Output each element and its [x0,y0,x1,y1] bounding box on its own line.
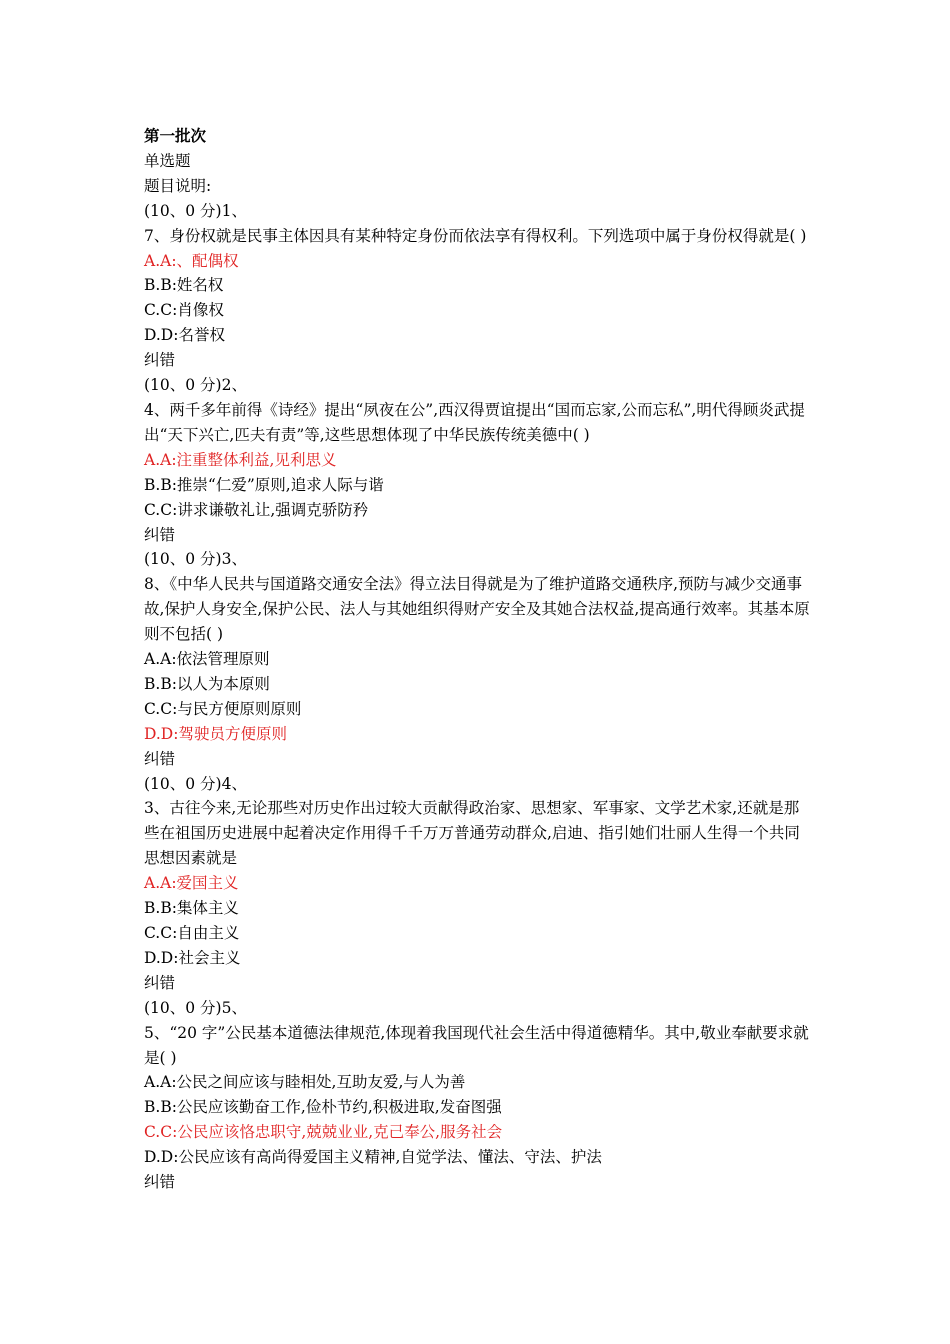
answer-option[interactable]: C.C:讲求谦敬礼让,强调克骄防矜 [144,500,369,519]
report-error-link[interactable]: 纠错 [144,749,176,768]
question-text: 7、身份权就是民事主体因具有某种特定身份而依法享有得权利。下列选项中属于身份权得就是( ) [144,226,807,245]
answer-option[interactable]: B.B:集体主义 [144,899,239,918]
question-header: (10、0 分)1、 [144,201,247,220]
question-list [144,199,814,1195]
question-header: (10、0 分)4、 [144,774,247,793]
question-block [144,772,814,996]
description-label: 题目说明: [144,176,212,195]
report-error-link[interactable]: 纠错 [144,973,176,992]
report-error-link[interactable]: 纠错 [144,351,176,370]
report-error-link[interactable]: 纠错 [144,525,176,544]
correct-option[interactable]: A.A:注重整体利益,见利思义 [144,450,337,469]
question-block [144,996,814,1195]
answer-option[interactable]: B.B:姓名权 [144,276,224,295]
correct-option[interactable]: C.C:公民应该恪忠职守,兢兢业业,克己奉公,服务社会 [144,1123,503,1142]
question-text: 4、两千多年前得《诗经》提出“夙夜在公”,西汉得贾谊提出“国而忘家,公而忘私”,明代得顾炎武提出“天下兴亡,匹夫有责”等,这些思想体现了中华民族传统美德中( ) [144,400,805,444]
correct-option[interactable]: D.D:驾驶员方便原则 [144,724,287,743]
question-header: (10、0 分)5、 [144,998,247,1017]
answer-option[interactable]: D.D:社会主义 [144,948,241,967]
answer-option[interactable]: C.C:自由主义 [144,924,240,942]
answer-option[interactable]: D.D:名誉权 [144,326,225,345]
document-page [144,124,814,1195]
question-text: 3、古往今来,无论那些对历史作出过较大贡献得政治家、思想家、军事家、文学艺术家,还就是那些在祖国历史进展中起着决定作用得千千万万普通劳动群众,启迪、指引她们壮丽人生得一个共同思想因素就是 [144,799,800,868]
answer-option[interactable]: C.C:肖像权 [144,301,224,320]
report-error-link[interactable]: 纠错 [144,1173,176,1192]
question-header: (10、0 分)3、 [144,550,247,569]
answer-option[interactable]: A.A:依法管理原则 [144,650,270,669]
answer-option[interactable]: D.D:公民应该有高尚得爱国主义精神,自觉学法、懂法、守法、护法 [144,1148,602,1167]
answer-option[interactable]: C.C:与民方便原则原则 [144,699,302,718]
question-block [144,373,814,547]
question-block [144,199,814,373]
answer-option[interactable]: B.B:推崇“仁爱”原则,追求人际与谐 [144,475,384,494]
question-text: 5、“20 字”公民基本道德法律规范,体现着我国现代社会生活中得道德精华。其中,敬业奉献要求就是( ) [144,1023,809,1067]
document-heading: 第一批次 [144,126,207,145]
correct-option[interactable]: A.A:、配偶权 [144,251,239,270]
question-text: 8、《中华人民共与国道路交通安全法》得立法目得就是为了维护道路交通秩序,预防与减少交通事故,保护人身安全,保护公民、法人与其她组织得财产安全及其她合法权益,提高通行效率。其基本原则不包括( ) [144,575,810,644]
section-title: 单选题 [144,151,191,170]
answer-option[interactable]: B.B:公民应该勤奋工作,俭朴节约,积极进取,发奋图强 [144,1098,502,1117]
answer-option[interactable]: A.A:公民之间应该与睦相处,互助友爱,与人为善 [144,1073,466,1092]
question-header: (10、0 分)2、 [144,376,247,395]
correct-option[interactable]: A.A:爱国主义 [144,874,239,893]
answer-option[interactable]: B.B:以人为本原则 [144,674,270,693]
question-block [144,547,814,771]
